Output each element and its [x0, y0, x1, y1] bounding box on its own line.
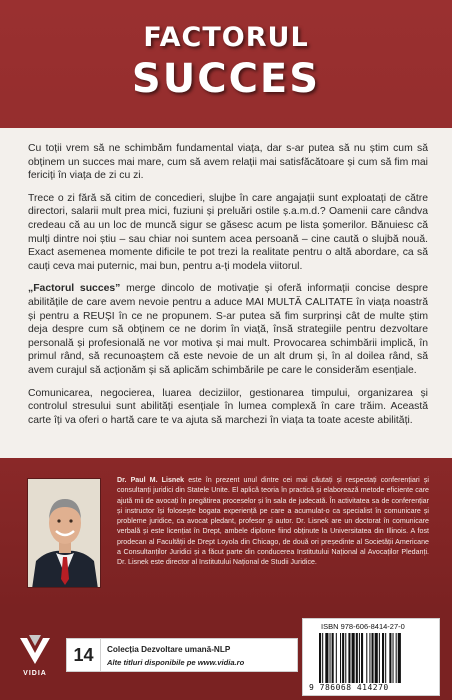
paragraph-3	[28, 282, 428, 377]
title-line-2: SUCCES	[131, 56, 321, 102]
publisher-name: VIDIA	[23, 670, 47, 677]
series-number: 14	[67, 639, 101, 671]
title-line-1: FACTORUL	[143, 22, 309, 53]
isbn-number: ISBN 978-606-8414-27-0	[321, 622, 405, 631]
paragraph-3-text: merge dincolo de motivație și oferă informații concise despre abilitățile de care avem nevoie pentru a aduce MAI MULTĂ CALITATE în viața noastră și pentru a REUȘI în ce ne propunem. S-ar putea să fim surprinși cât de multe știm deja despre cum să obținem ce ne dorim în viață, însă strategiile pentru dezvoltare personală și profesională ne vor motiva și mai mult. Provocarea schimbării implică, în primul rând, să recunoaștem că este nevoie de un alt drum și, în al doilea rând, să avem curajul să acționăm și să aplicăm schimbările pe care le considerăm esențiale.	[28, 283, 428, 376]
publisher-logo-icon	[17, 632, 53, 668]
barcode-box	[302, 618, 440, 696]
paragraph-4: Comunicarea, negocierea, luarea deciziilor, gestionarea timpului, organizarea și controlul stresului sunt abilități esențiale în lumea complexă în care trăim. Această carte îți va oferi o hartă care te va ajuta să marchezi în viața ta toate aceste abilități.	[28, 387, 428, 426]
paragraph-2: Trece o zi fără să citim de concedieri, slujbe în care angajații sunt exploatați de către directori, salarii mult prea mici, fuziuni și preluări ostile ș.a.m.d.? Oamenii care cândva credeau că au un loc de muncă sigur se găsesc acum pe lista șomerilor. Bănuiesc că mulți dintre noi știu – sau chiar noi suntem acea persoană – cine caută o slujbă nouă. Exact asemenea momente dificile te pot trezi la realitate pentru o altă abordare, ca să cauți ceva mai puternic, mai bun, pentru a-ți modela viitorul.	[28, 192, 428, 272]
barcode-digits: 9 786068 414270	[309, 683, 389, 692]
series-box	[66, 638, 298, 672]
author-name: Dr. Paul M. Lisnek	[117, 476, 185, 484]
author-bio-panel	[0, 458, 452, 610]
series-website: Alte titluri disponibile pe www.vidia.ro	[107, 658, 245, 667]
book-name-bold: „Factorul succes”	[28, 283, 121, 295]
description-panel	[0, 128, 452, 458]
author-photo	[27, 478, 101, 588]
author-bio	[117, 475, 429, 568]
author-bio-text: este în prezent unul dintre cei mai căutați și respectați conferențiari și consultanți juridici din Statele Unite. El aplică teoria în practică și elaborează metode eficiente care ajută mii de avocați în pregătirea proceselor și în sala de judecată. În activitatea sa de conferențiar și instructor își folosește bogata experiență pe care a acumulat-o ca specialist în comunicare și probleme juridice, ca avocat pledant, profesor și autor. Dr. Lisnek are un doctorat în comunicare verbală și este licențiat în Drept, ambele diplome fiind obținute la Universitatea din Illinois. A fost prodecan al Facultății de Drept Loyola din Chicago, de două ori președinte al Societății Americane a Consultanților Juridici și a făcut parte din conducerea Institutului Național al Avocaților Pledanți. Dr. Lisnek este director al Institutului Național de Studii Juridice.	[117, 476, 429, 567]
paragraph-1: Cu toții vrem să ne schimbăm fundamental viața, dar s-ar putea să nu știm cum să obținem un succes mai mare, cum să avem relații mai satisfăcătoare și cum să fim mai fericiți în viața de zi cu zi.	[28, 143, 428, 182]
publisher-bar	[0, 610, 452, 700]
author-portrait-icon	[28, 479, 101, 588]
series-name: Colecția Dezvoltare umană-NLP	[107, 645, 231, 654]
barcode-icon	[317, 633, 433, 683]
